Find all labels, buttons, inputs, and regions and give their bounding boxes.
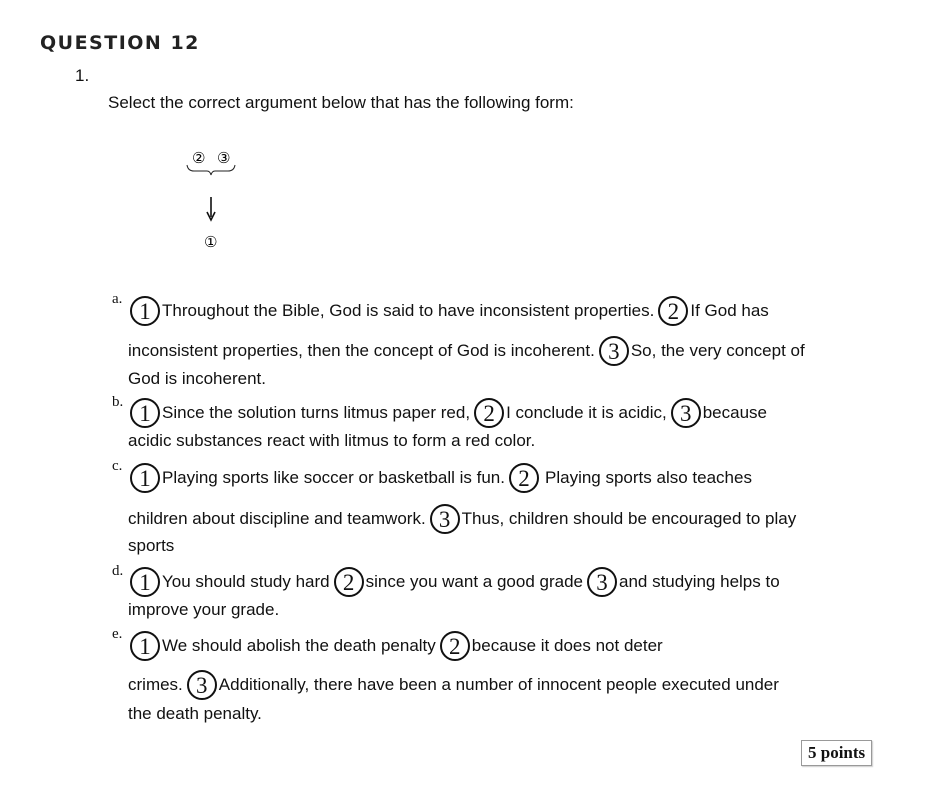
option-d-text: improve your grade. [128, 600, 280, 619]
option-a-text: Throughout the Bible, God is said to have inconsistent properties. [162, 301, 655, 320]
option-a-text: inconsistent properties, then the concept of God is incoherent. [128, 341, 595, 360]
option-d-text: since you want a good grade [365, 572, 583, 591]
number-3-circle: 3 [587, 567, 617, 597]
option-b-text: I conclude it is acidic, [506, 403, 667, 422]
number-2-circle: 2 [658, 296, 688, 326]
option-a-text: God is incoherent. [128, 369, 266, 388]
option-a-line-2[interactable] [128, 336, 805, 366]
option-c-line-1[interactable] [130, 463, 752, 493]
option-c-line-2[interactable] [128, 504, 796, 534]
number-2-circle: 2 [474, 398, 504, 428]
option-e-letter[interactable]: e. [112, 626, 123, 642]
option-c-text: Playing sports like soccer or basketball is fun. [162, 468, 505, 487]
number-2-circle: 2 [509, 463, 539, 493]
number-3-circle: 3 [671, 398, 701, 428]
option-b-line-1[interactable] [130, 398, 767, 428]
option-a-letter[interactable]: a. [112, 291, 123, 307]
number-1-circle: 1 [130, 463, 160, 493]
option-a-text: So, the very concept of [630, 341, 805, 360]
number-2-circle: 2 [440, 631, 470, 661]
option-e-text: the death penalty. [128, 704, 262, 723]
number-1-circle: 1 [130, 296, 160, 326]
option-c-text: sports [128, 536, 175, 555]
option-c-text: Playing sports also teaches [545, 468, 752, 487]
option-e-line-3[interactable] [128, 704, 262, 724]
option-e-text: because it does not deter [471, 636, 663, 655]
option-b-text: acidic substances react with litmus to form a red color. [128, 431, 536, 450]
option-c-letter[interactable]: c. [112, 458, 123, 474]
option-b-letter[interactable]: b. [112, 394, 124, 410]
option-a-line-1[interactable] [130, 296, 769, 326]
diagram-premise-3: ③ [217, 149, 231, 167]
option-d-line-1[interactable] [130, 567, 780, 597]
number-1-circle: 1 [130, 567, 160, 597]
option-e-text: crimes. [128, 675, 183, 694]
option-e-text: We should abolish the death penalty [162, 636, 436, 655]
diagram-conclusion-1: ① [204, 233, 218, 251]
option-c-line-3[interactable] [128, 536, 174, 556]
number-1-circle: 1 [130, 631, 160, 661]
option-e-text: Additionally, there have been a number of innocent people executed under [218, 675, 779, 694]
question-prompt: Select the correct argument below that has the following form: [108, 93, 574, 112]
option-c-text: children about discipline and teamwork. [128, 509, 426, 528]
question-number: 1. [75, 66, 90, 85]
argument-form-diagram [180, 145, 244, 255]
diagram-premise-2: ② [192, 149, 206, 167]
option-e-line-2[interactable] [128, 670, 779, 700]
option-b-text: Since the solution turns litmus paper red, [162, 403, 471, 422]
option-d-letter[interactable]: d. [112, 563, 124, 579]
option-b-text: because [702, 403, 767, 422]
option-a-text: If God has [690, 301, 769, 320]
option-a-line-3[interactable] [128, 369, 266, 389]
option-d-text: and studying helps to [618, 572, 780, 591]
option-e-line-1[interactable] [130, 631, 663, 661]
number-2-circle: 2 [334, 567, 364, 597]
option-d-line-2[interactable] [128, 600, 279, 620]
option-c-text: Thus, children should be encouraged to play [461, 509, 797, 528]
number-3-circle: 3 [187, 670, 217, 700]
points-badge: 5 points [801, 740, 872, 766]
option-b-line-2[interactable] [128, 431, 535, 451]
number-1-circle: 1 [130, 398, 160, 428]
number-3-circle: 3 [430, 504, 460, 534]
option-d-text: You should study hard [162, 572, 330, 591]
number-3-circle: 3 [599, 336, 629, 366]
question-title: QUESTION 12 [40, 32, 200, 54]
